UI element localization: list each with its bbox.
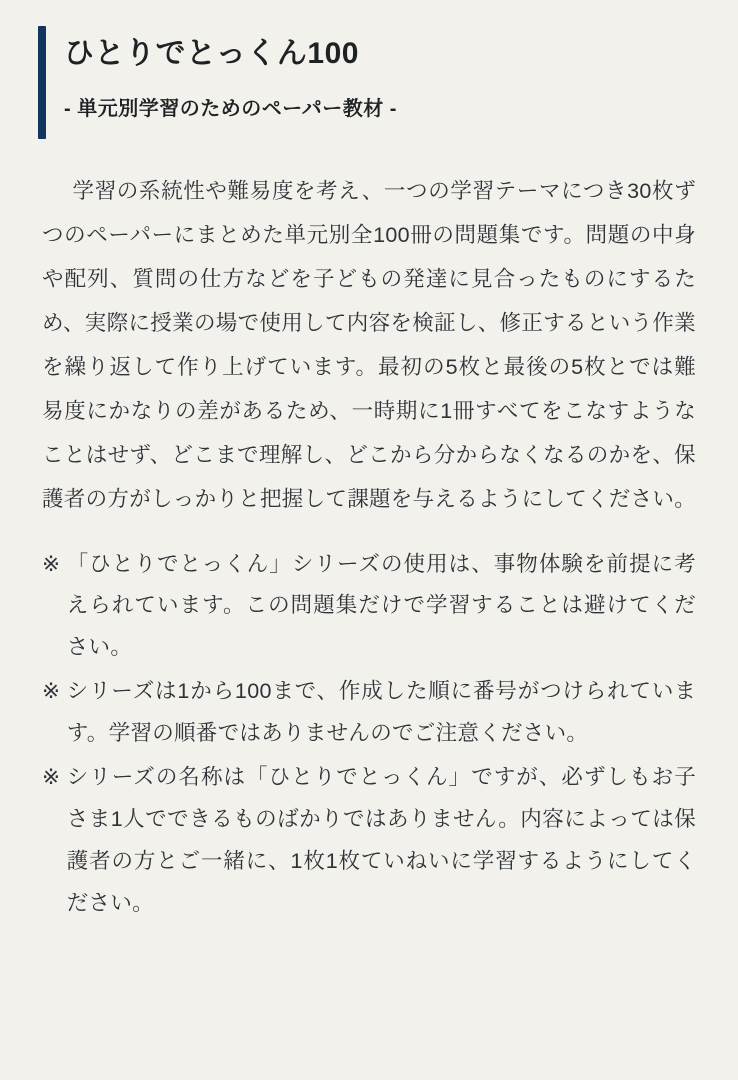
note-text: 「ひとりでとっくん」シリーズの使用は、事物体験を前提に考えられています。この問題集だけで学習することは避けてください。 <box>66 551 696 660</box>
intro-paragraph <box>38 169 700 522</box>
note-text: シリーズの名称は「ひとりでとっくん」ですが、必ずしもお子さま1人でできるものばかりではありません。内容によっては保護者の方とご一緒に、1枚1枚ていねいに学習するようにしてください。 <box>66 765 696 915</box>
notes-list <box>38 544 700 925</box>
document-header <box>38 22 700 143</box>
list-item <box>42 544 696 670</box>
intro-paragraph-text: 学習の系統性や難易度を考え、一つの学習テーマにつき30枚ずつのペーパーにまとめた単元別全100冊の問題集です。問題の中身や配列、質問の仕方などを子どもの発達に見合ったものにするため、実際に授業の場で使用して内容を検証し、修正するという作業を繰り返して作り上げています。最初の5枚と最後の5枚とでは難易度にかなりの差があるため、一時期に1冊すべてをこなすようなことはせず、どこまで理解し、どこから分からなくなるのかを、保護者の方がしっかりと把握して課題を与えるようにしてください。 <box>42 179 697 512</box>
note-marker: ※ <box>42 765 61 790</box>
page-subtitle: - 単元別学習のためのペーパー教材 - <box>64 98 397 120</box>
page-title: ひとりでとっくん100 <box>64 37 359 70</box>
header-accent-bar <box>38 26 46 139</box>
note-text: シリーズは1から100まで、作成した順に番号がつけられています。学習の順番ではありませんのでご注意ください。 <box>66 679 696 746</box>
note-marker: ※ <box>42 551 61 576</box>
note-marker: ※ <box>42 679 61 704</box>
list-item <box>42 757 696 925</box>
list-item <box>42 671 696 755</box>
